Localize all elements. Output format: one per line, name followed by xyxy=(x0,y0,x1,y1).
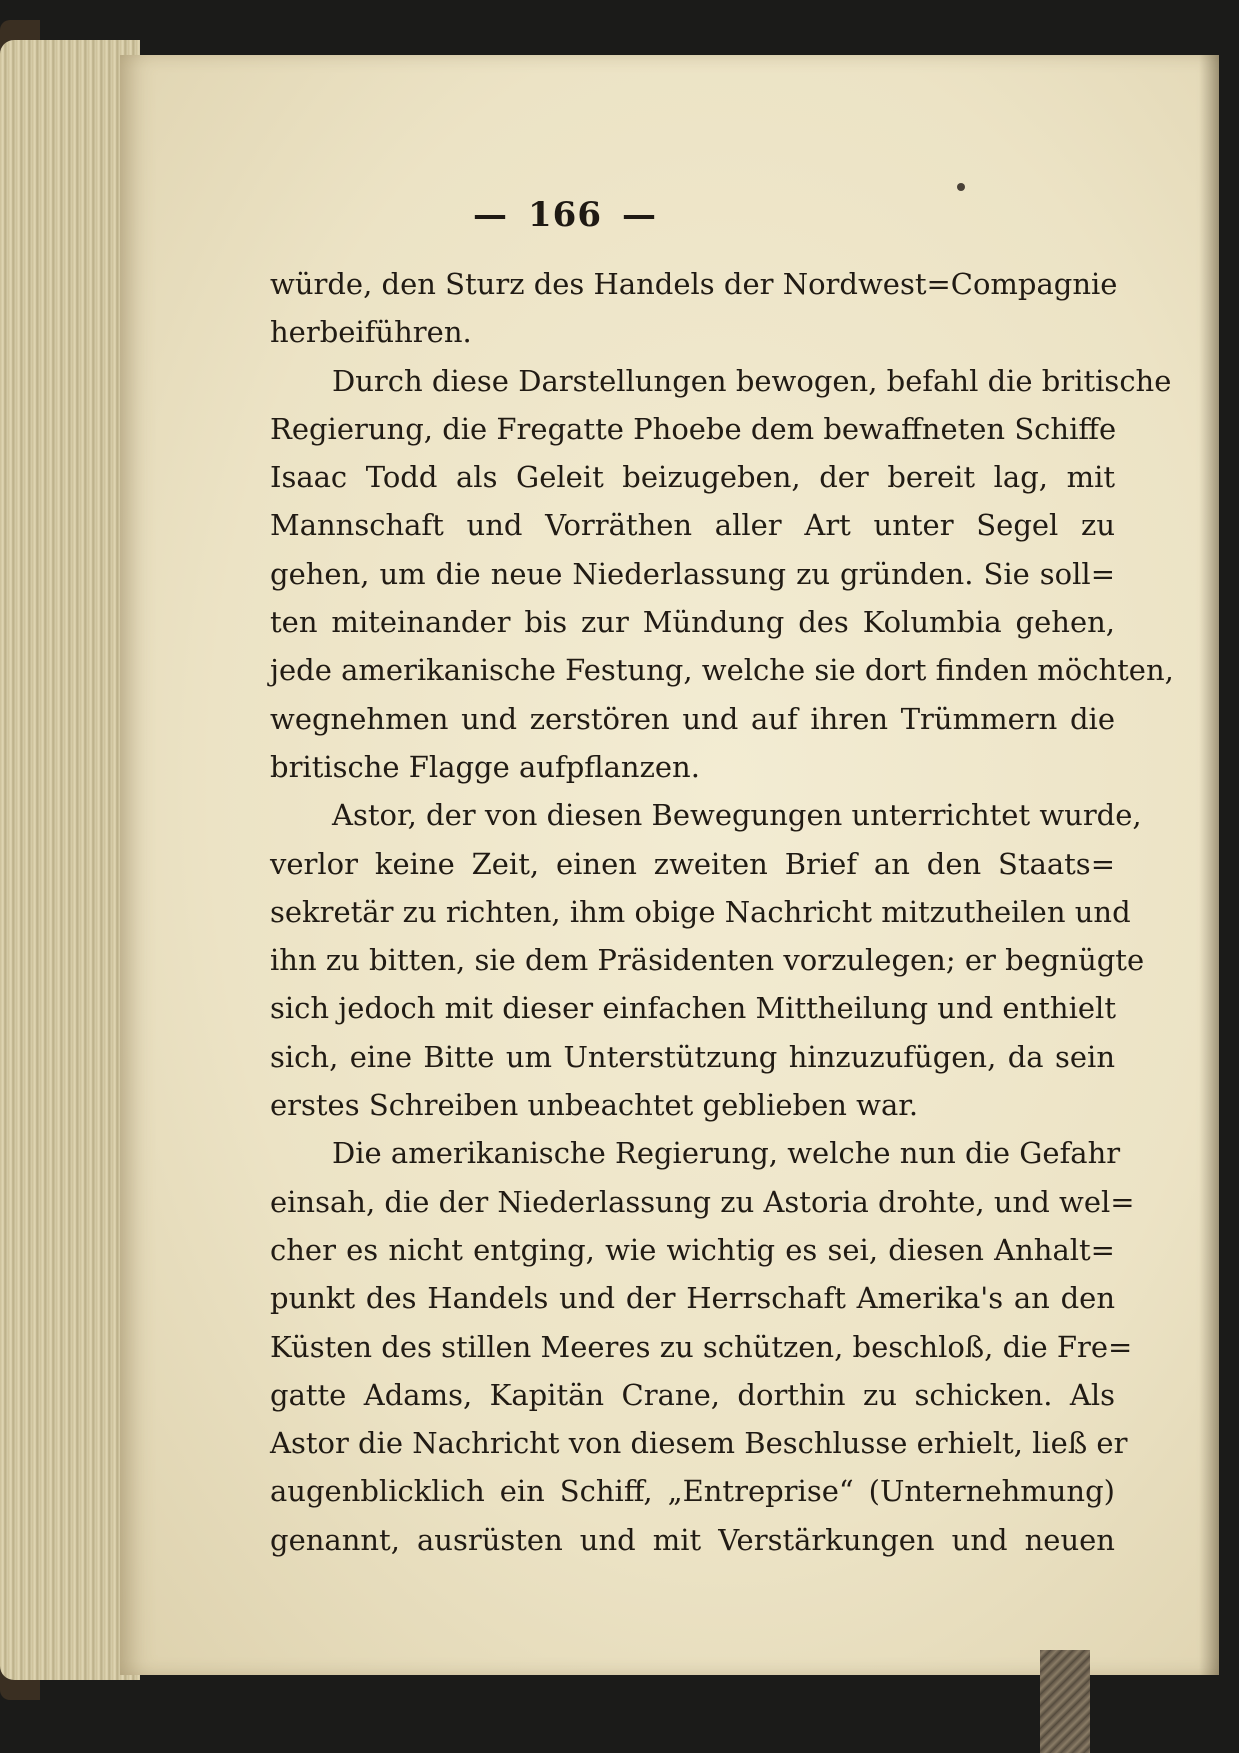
text-line: ihn zu bitten, sie dem Präsidenten vorzulegen; er begnügte xyxy=(270,943,1145,978)
header-dash-left: — xyxy=(473,195,508,235)
text-line: sich jedoch mit dieser einfachen Mittheilung und enthielt xyxy=(270,991,1116,1026)
text-line: augenblicklich ein Schiff, „Entreprise“ (Unternehmung) xyxy=(270,1474,1115,1509)
text-line: Astor, der von diesen Bewegungen unterrichtet wurde, xyxy=(332,798,1142,833)
text-line: Durch diese Darstellungen bewogen, befahl die britische xyxy=(332,363,1172,398)
text-line: Astor die Nachricht von diesem Beschlusse erhielt, ließ er xyxy=(270,1426,1128,1461)
text-line: jede amerikanische Festung, welche sie dort finden möchten, xyxy=(270,653,1174,688)
text-line: wegnehmen und zerstören und auf ihren Trümmern die xyxy=(270,701,1115,736)
bookmark-ribbon xyxy=(1040,1650,1090,1753)
text-line: Regierung, die Fregatte Phoebe dem bewaffneten Schiffe xyxy=(270,411,1117,446)
text-line: ten miteinander bis zur Mündung des Kolumbia gehen, xyxy=(270,605,1115,640)
book-page xyxy=(120,55,1219,1675)
text-line: herbeiführen. xyxy=(270,315,472,350)
page-edges xyxy=(0,40,140,1680)
text-line: sekretär zu richten, ihm obige Nachricht mitzutheilen und xyxy=(270,894,1131,929)
text-line: Mannschaft und Vorräthen aller Art unter Segel zu xyxy=(270,508,1115,543)
body-text xyxy=(270,260,1174,1564)
text-line: Die amerikanische Regierung, welche nun die Gefahr xyxy=(332,1136,1121,1171)
text-line: punkt des Handels und der Herrschaft Amerika's an den xyxy=(270,1281,1115,1316)
header-dash-right: — xyxy=(621,195,657,235)
ink-speck xyxy=(957,183,965,191)
text-line: cher es nicht entging, wie wichtig es sei, diesen Anhalt= xyxy=(270,1232,1115,1267)
text-line: gehen, um die neue Niederlassung zu gründen. Sie soll= xyxy=(270,556,1115,591)
text-line: würde, den Sturz des Handels der Nordwest=Compagnie xyxy=(270,267,1118,301)
page-number: 166 xyxy=(528,195,602,235)
text-line: Isaac Todd als Geleit beizugeben, der bereit lag, mit xyxy=(270,460,1115,495)
text-line: einsah, die der Niederlassung zu Astoria drohte, und wel= xyxy=(270,1184,1135,1219)
text-line: gatte Adams, Kapitän Crane, dorthin zu schicken. Als xyxy=(270,1377,1115,1412)
gutter-shadow xyxy=(1199,55,1219,1675)
text-line: Küsten des stillen Meeres zu schützen, beschloß, die Fre= xyxy=(270,1329,1133,1364)
text-line: erstes Schreiben unbeachtet geblieben war. xyxy=(270,1088,919,1123)
text-line: verlor keine Zeit, einen zweiten Brief an den Staats= xyxy=(270,846,1115,881)
text-line: britische Flagge aufpflanzen. xyxy=(270,749,700,784)
text-line: sich, eine Bitte um Unterstützung hinzuzufügen, da sein xyxy=(270,1039,1115,1074)
page-header xyxy=(120,195,1010,235)
text-line: genannt, ausrüsten und mit Verstärkungen und neuen xyxy=(270,1522,1115,1557)
